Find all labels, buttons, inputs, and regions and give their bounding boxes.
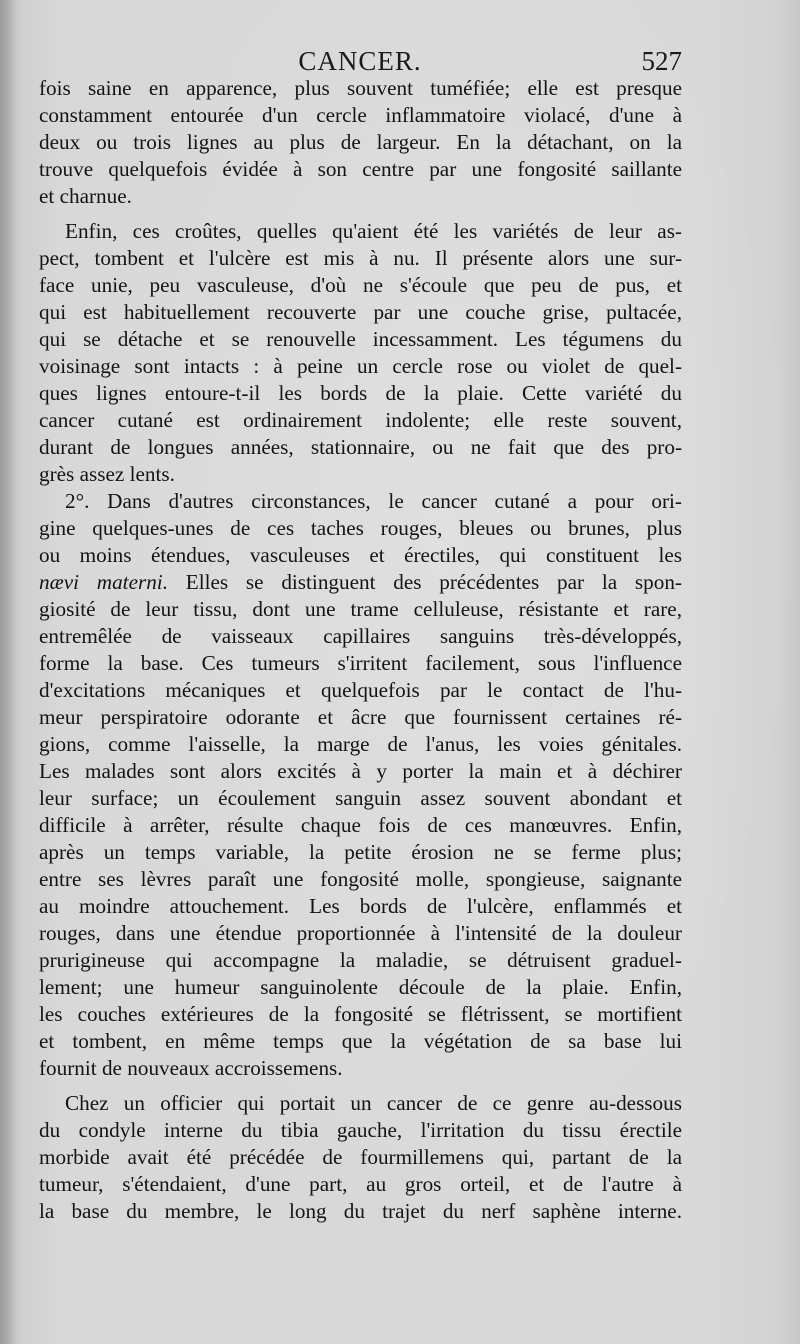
paragraph-ulcere: [39, 218, 682, 488]
text-line: giosité de leur tissu, dont une trame celluleuse, résistante et rare,: [39, 597, 682, 621]
text-line: ques lignes entoure-t-il les bords de la plaie. Cette variété du: [39, 381, 682, 405]
text-line: deux ou trois lignes au plus de largeur. En la détachant, on la: [39, 130, 682, 154]
text-line: et charnue.: [39, 184, 132, 208]
body-text: [39, 75, 682, 1225]
text-line: gions, comme l'aisselle, la marge de l'anus, les voies génitales.: [39, 732, 682, 756]
text-line: face unie, peu vasculeuse, d'où ne s'écoule que peu de pus, et: [39, 273, 682, 297]
text-line: Chez un officier qui portait un cancer de ce genre au-dessous: [65, 1091, 682, 1115]
text-line: entremêlée de vaisseaux capillaires sanguins très-développés,: [39, 624, 682, 648]
text-line: leur surface; un écoulement sanguin assez souvent abondant et: [39, 786, 682, 810]
text-line: 2°. Dans d'autres circonstances, le cancer cutané a pour ori-: [65, 489, 682, 513]
paragraph-officier: [39, 1090, 682, 1225]
text-line: ou moins étendues, vasculeuses et érectiles, qui constituent les: [39, 543, 682, 567]
text-line: fournit de nouveaux accroissemens.: [39, 1056, 343, 1080]
text-line: entre ses lèvres paraît une fongosité molle, spongieuse, saignante: [39, 867, 682, 891]
text-line: Enfin, ces croûtes, quelles qu'aient été les variétés de leur as-: [65, 219, 682, 243]
text-line: fois saine en apparence, plus souvent tuméfiée; elle est presque: [39, 76, 682, 100]
text-line: les couches extérieures de la fongosité se flétrissent, se mortifient: [39, 1002, 682, 1026]
text-line: du condyle interne du tibia gauche, l'irritation du tissu érectile: [39, 1118, 682, 1142]
text-line: trouve quelquefois évidée à son centre par une fongosité saillante: [39, 157, 682, 181]
text-line: et tombent, en même temps que la végétation de sa base lui: [39, 1029, 682, 1053]
text-line: après un temps variable, la petite érosion ne se ferme plus;: [39, 840, 682, 864]
paragraph-gap: [39, 210, 682, 218]
text-line: pect, tombent et l'ulcère est mis à nu. Il présente alors une sur-: [39, 246, 682, 270]
text-line: grès assez lents.: [39, 462, 175, 486]
paragraph-gap: [39, 1082, 682, 1090]
text-line: durant de longues années, stationnaire, ou ne fait que des pro-: [39, 435, 682, 459]
text-line: qui est habituellement recouverte par une couche grise, pultacée,: [39, 300, 682, 324]
text-line: rouges, dans une étendue proportionnée à l'intensité de la douleur: [39, 921, 682, 945]
paragraph-continuation: [39, 75, 682, 210]
running-head: CANCER.: [298, 46, 422, 76]
text-line: prurigineuse qui accompagne la maladie, se détruisent graduel-: [39, 948, 682, 972]
text-line: forme la base. Ces tumeurs s'irritent facilement, sous l'influence: [39, 651, 682, 675]
page-number: 527: [641, 46, 682, 76]
text-line: lement; une humeur sanguinolente découle de la plaie. Enfin,: [39, 975, 682, 999]
text-line: au moindre attouchement. Les bords de l'ulcère, enflammés et: [39, 894, 682, 918]
text-line: cancer cutané est ordinairement indolente; elle reste souvent,: [39, 408, 682, 432]
paragraph-naevi: [39, 488, 682, 1082]
text-line: d'excitations mécaniques et quelquefois par le contact de l'hu-: [39, 678, 682, 702]
page-gutter-shadow: [0, 0, 16, 1344]
text-line: meur perspiratoire odorante et âcre que fournissent certaines ré-: [39, 705, 682, 729]
text-line: gine quelques-unes de ces taches rouges, bleues ou brunes, plus: [39, 516, 682, 540]
text-line: qui se détache et se renouvelle incessamment. Les tégumens du: [39, 327, 682, 351]
text-line: voisinage sont intacts : à peine un cercle rose ou violet de quel-: [39, 354, 682, 378]
text-line-italic-start: nævi materni. Elles se distinguent des précédentes par la spon-: [39, 570, 682, 594]
text-line: tumeur, s'étendaient, d'une part, au gros orteil, et de l'autre à: [39, 1172, 682, 1196]
text-line: morbide avait été précédée de fourmillemens qui, partant de la: [39, 1145, 682, 1169]
text-line: Les malades sont alors excités à y porter la main et à déchirer: [39, 759, 682, 783]
text-line: la base du membre, le long du trajet du nerf saphène interne.: [39, 1199, 682, 1223]
latin-term: nævi materni.: [39, 570, 168, 594]
text-line: difficile à arrêter, résulte chaque fois de ces manœuvres. Enfin,: [39, 813, 682, 837]
text-line: constamment entourée d'un cercle inflammatoire violacé, d'une à: [39, 103, 682, 127]
